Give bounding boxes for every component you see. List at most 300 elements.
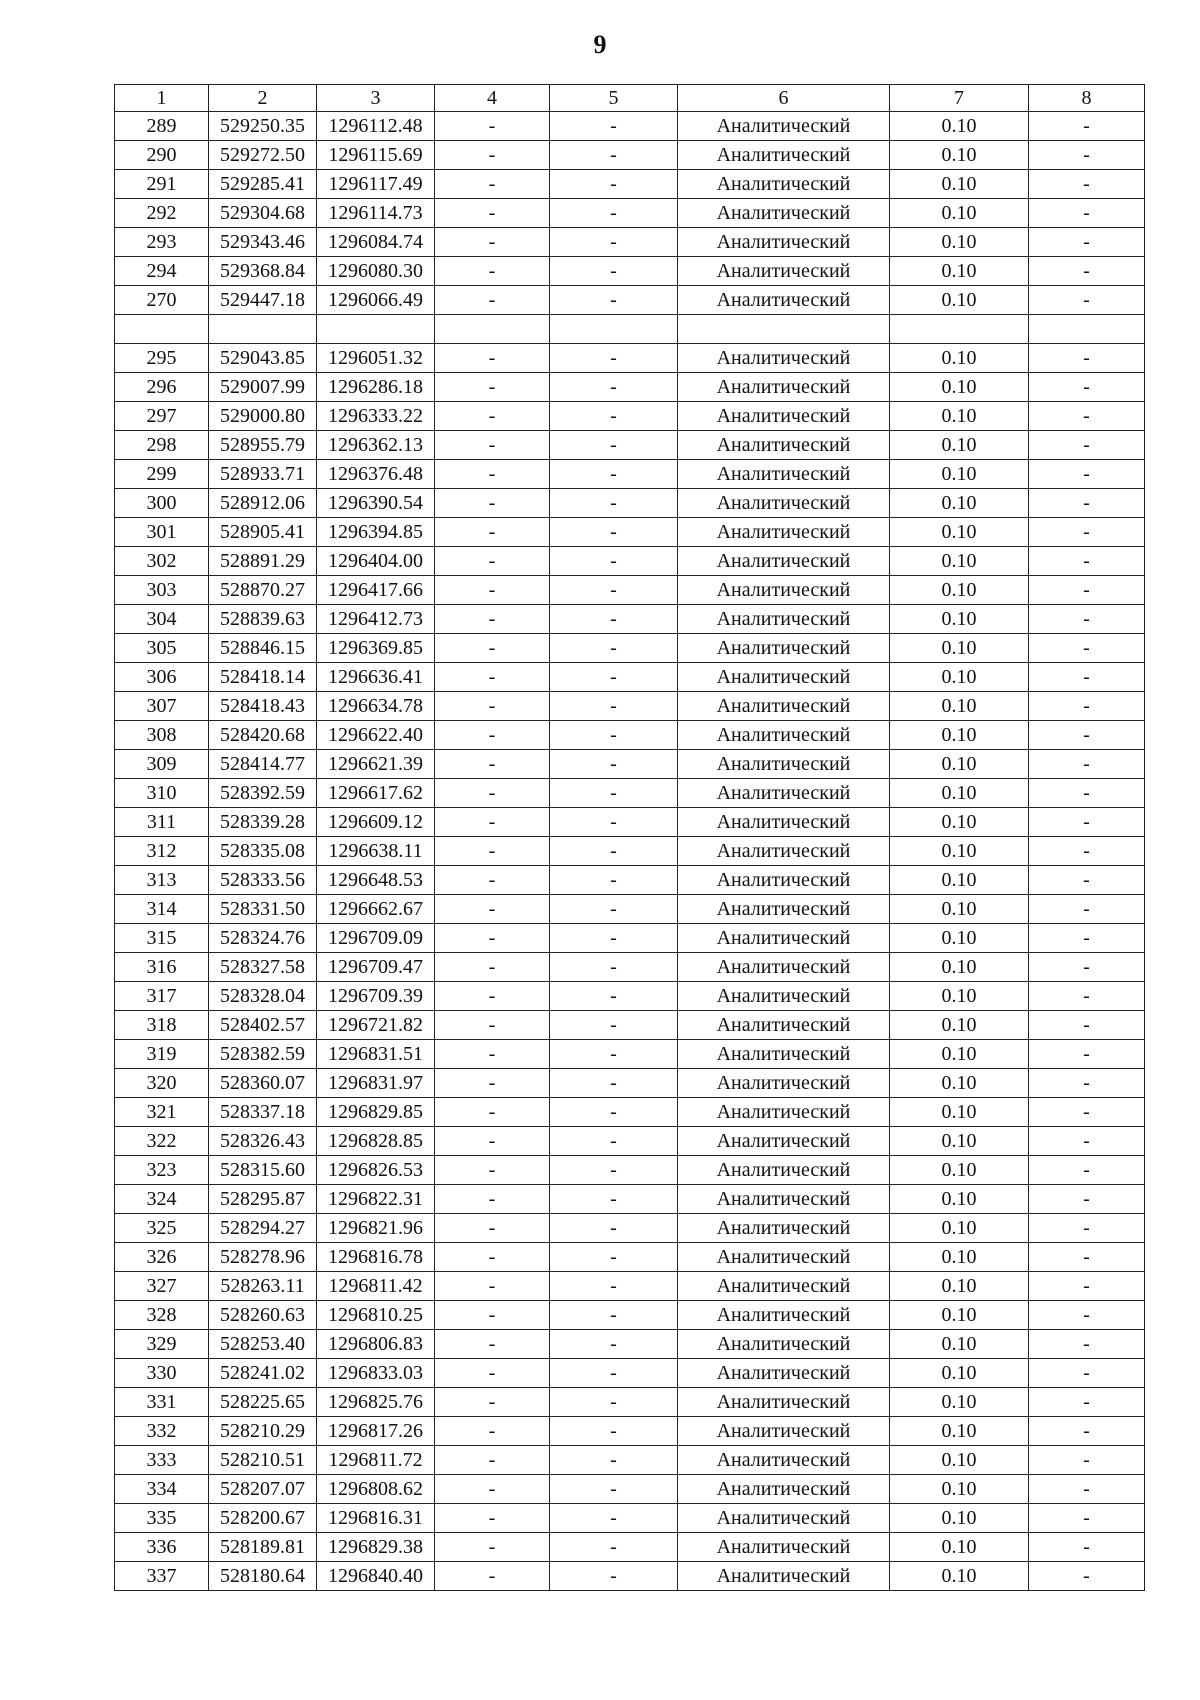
cell-col-5: - bbox=[550, 1301, 678, 1330]
cell-col-8: - bbox=[1029, 1185, 1145, 1214]
cell-method: Аналитический bbox=[678, 460, 890, 489]
cell-accuracy: 0.10 bbox=[890, 489, 1029, 518]
cell-col-5: - bbox=[550, 924, 678, 953]
cell-method: Аналитический bbox=[678, 866, 890, 895]
cell-coord-y: 1296816.78 bbox=[317, 1243, 435, 1272]
cell-method: Аналитический bbox=[678, 1185, 890, 1214]
cell-accuracy: 0.10 bbox=[890, 1011, 1029, 1040]
cell-col-5: - bbox=[550, 1243, 678, 1272]
cell-point-number: 291 bbox=[115, 170, 209, 199]
cell-col-4: - bbox=[435, 808, 550, 837]
cell-coord-y: 1296622.40 bbox=[317, 721, 435, 750]
cell-col-4 bbox=[435, 315, 550, 344]
cell-col-5: - bbox=[550, 460, 678, 489]
cell-col-8: - bbox=[1029, 460, 1145, 489]
cell-coord-y: 1296417.66 bbox=[317, 576, 435, 605]
cell-col-8: - bbox=[1029, 1156, 1145, 1185]
cell-coord-x: 528327.58 bbox=[209, 953, 317, 982]
table-row bbox=[115, 431, 1145, 460]
cell-coord-x: 529000.80 bbox=[209, 402, 317, 431]
cell-col-8: - bbox=[1029, 1504, 1145, 1533]
cell-col-8: - bbox=[1029, 518, 1145, 547]
cell-coord-x: 528260.63 bbox=[209, 1301, 317, 1330]
cell-point-number: 331 bbox=[115, 1388, 209, 1417]
cell-coord-x: 528846.15 bbox=[209, 634, 317, 663]
cell-col-4: - bbox=[435, 547, 550, 576]
table-row bbox=[115, 1446, 1145, 1475]
cell-col-8: - bbox=[1029, 228, 1145, 257]
cell-coord-y: 1296806.83 bbox=[317, 1330, 435, 1359]
cell-coord-y: 1296828.85 bbox=[317, 1127, 435, 1156]
cell-coord-y: 1296825.76 bbox=[317, 1388, 435, 1417]
cell-coord-y bbox=[317, 315, 435, 344]
cell-accuracy: 0.10 bbox=[890, 257, 1029, 286]
table-row bbox=[115, 199, 1145, 228]
cell-accuracy: 0.10 bbox=[890, 1475, 1029, 1504]
cell-coord-y: 1296621.39 bbox=[317, 750, 435, 779]
cell-accuracy: 0.10 bbox=[890, 1069, 1029, 1098]
cell-col-5: - bbox=[550, 257, 678, 286]
cell-col-4: - bbox=[435, 750, 550, 779]
cell-col-8: - bbox=[1029, 1243, 1145, 1272]
cell-point-number: 290 bbox=[115, 141, 209, 170]
table-row bbox=[115, 228, 1145, 257]
cell-coord-y: 1296617.62 bbox=[317, 779, 435, 808]
cell-coord-y: 1296808.62 bbox=[317, 1475, 435, 1504]
cell-coord-y: 1296662.67 bbox=[317, 895, 435, 924]
cell-coord-x bbox=[209, 315, 317, 344]
cell-point-number: 313 bbox=[115, 866, 209, 895]
cell-method: Аналитический bbox=[678, 547, 890, 576]
cell-point-number: 304 bbox=[115, 605, 209, 634]
cell-coord-y: 1296115.69 bbox=[317, 141, 435, 170]
cell-point-number: 289 bbox=[115, 112, 209, 141]
cell-point-number: 334 bbox=[115, 1475, 209, 1504]
cell-coord-y: 1296404.00 bbox=[317, 547, 435, 576]
cell-col-4: - bbox=[435, 924, 550, 953]
cell-method: Аналитический bbox=[678, 692, 890, 721]
cell-point-number: 293 bbox=[115, 228, 209, 257]
cell-coord-x: 528333.56 bbox=[209, 866, 317, 895]
cell-accuracy: 0.10 bbox=[890, 1301, 1029, 1330]
cell-col-4: - bbox=[435, 518, 550, 547]
table-row bbox=[115, 344, 1145, 373]
cell-coord-y: 1296816.31 bbox=[317, 1504, 435, 1533]
cell-col-8: - bbox=[1029, 953, 1145, 982]
cell-col-8: - bbox=[1029, 808, 1145, 837]
cell-col-8: - bbox=[1029, 1040, 1145, 1069]
cell-point-number: 270 bbox=[115, 286, 209, 315]
cell-col-5: - bbox=[550, 1040, 678, 1069]
cell-col-5: - bbox=[550, 1272, 678, 1301]
table-row bbox=[115, 1562, 1145, 1591]
cell-point-number: 327 bbox=[115, 1272, 209, 1301]
cell-col-5: - bbox=[550, 982, 678, 1011]
cell-col-5: - bbox=[550, 1214, 678, 1243]
table-row bbox=[115, 692, 1145, 721]
cell-method: Аналитический bbox=[678, 1214, 890, 1243]
table-row bbox=[115, 953, 1145, 982]
cell-col-5: - bbox=[550, 837, 678, 866]
cell-accuracy: 0.10 bbox=[890, 1533, 1029, 1562]
cell-accuracy: 0.10 bbox=[890, 402, 1029, 431]
cell-col-5: - bbox=[550, 1156, 678, 1185]
cell-coord-x: 528210.29 bbox=[209, 1417, 317, 1446]
cell-col-5: - bbox=[550, 1562, 678, 1591]
cell-coord-x: 528295.87 bbox=[209, 1185, 317, 1214]
cell-col-8: - bbox=[1029, 1272, 1145, 1301]
cell-coord-x: 528315.60 bbox=[209, 1156, 317, 1185]
cell-method: Аналитический bbox=[678, 170, 890, 199]
cell-method: Аналитический bbox=[678, 634, 890, 663]
table-row bbox=[115, 1272, 1145, 1301]
cell-accuracy: 0.10 bbox=[890, 112, 1029, 141]
cell-method: Аналитический bbox=[678, 837, 890, 866]
cell-col-8: - bbox=[1029, 895, 1145, 924]
table-row bbox=[115, 1533, 1145, 1562]
cell-method: Аналитический bbox=[678, 112, 890, 141]
cell-col-4: - bbox=[435, 953, 550, 982]
cell-col-5 bbox=[550, 315, 678, 344]
cell-col-8: - bbox=[1029, 1533, 1145, 1562]
coordinates-table bbox=[114, 84, 1145, 1591]
table-row bbox=[115, 1069, 1145, 1098]
cell-col-8: - bbox=[1029, 1388, 1145, 1417]
cell-col-5: - bbox=[550, 1127, 678, 1156]
cell-col-4: - bbox=[435, 982, 550, 1011]
cell-coord-y: 1296829.85 bbox=[317, 1098, 435, 1127]
cell-coord-y: 1296648.53 bbox=[317, 866, 435, 895]
cell-coord-x: 528839.63 bbox=[209, 605, 317, 634]
cell-col-4: - bbox=[435, 1098, 550, 1127]
column-header-3: 3 bbox=[317, 85, 435, 112]
cell-point-number: 309 bbox=[115, 750, 209, 779]
cell-coord-y: 1296117.49 bbox=[317, 170, 435, 199]
cell-accuracy: 0.10 bbox=[890, 547, 1029, 576]
cell-col-5: - bbox=[550, 721, 678, 750]
cell-coord-x: 528339.28 bbox=[209, 808, 317, 837]
cell-col-4: - bbox=[435, 721, 550, 750]
cell-method: Аналитический bbox=[678, 1330, 890, 1359]
cell-col-8: - bbox=[1029, 982, 1145, 1011]
cell-col-4: - bbox=[435, 199, 550, 228]
cell-col-4: - bbox=[435, 228, 550, 257]
cell-point-number: 319 bbox=[115, 1040, 209, 1069]
cell-accuracy: 0.10 bbox=[890, 286, 1029, 315]
table-row bbox=[115, 634, 1145, 663]
cell-col-4: - bbox=[435, 576, 550, 605]
cell-coord-x: 528253.40 bbox=[209, 1330, 317, 1359]
cell-coord-y: 1296638.11 bbox=[317, 837, 435, 866]
cell-col-4: - bbox=[435, 779, 550, 808]
cell-col-8: - bbox=[1029, 837, 1145, 866]
cell-coord-x: 528360.07 bbox=[209, 1069, 317, 1098]
cell-accuracy: 0.10 bbox=[890, 1272, 1029, 1301]
cell-col-5: - bbox=[550, 663, 678, 692]
cell-col-4: - bbox=[435, 1214, 550, 1243]
cell-col-8: - bbox=[1029, 1301, 1145, 1330]
cell-point-number: 337 bbox=[115, 1562, 209, 1591]
cell-col-8 bbox=[1029, 315, 1145, 344]
cell-col-5: - bbox=[550, 199, 678, 228]
table-row bbox=[115, 1156, 1145, 1185]
column-header-7: 7 bbox=[890, 85, 1029, 112]
table-row bbox=[115, 141, 1145, 170]
cell-point-number: 316 bbox=[115, 953, 209, 982]
cell-col-8: - bbox=[1029, 489, 1145, 518]
table-row bbox=[115, 895, 1145, 924]
cell-method: Аналитический bbox=[678, 605, 890, 634]
cell-coord-y: 1296811.72 bbox=[317, 1446, 435, 1475]
cell-coord-x: 529368.84 bbox=[209, 257, 317, 286]
table-row bbox=[115, 1040, 1145, 1069]
cell-col-5: - bbox=[550, 1359, 678, 1388]
cell-point-number: 308 bbox=[115, 721, 209, 750]
cell-col-4: - bbox=[435, 1243, 550, 1272]
cell-method: Аналитический bbox=[678, 953, 890, 982]
cell-method: Аналитический bbox=[678, 721, 890, 750]
cell-coord-x: 528402.57 bbox=[209, 1011, 317, 1040]
cell-col-5: - bbox=[550, 141, 678, 170]
cell-col-5: - bbox=[550, 1417, 678, 1446]
column-header-8: 8 bbox=[1029, 85, 1145, 112]
table-row bbox=[115, 750, 1145, 779]
cell-col-5: - bbox=[550, 547, 678, 576]
cell-point-number: 335 bbox=[115, 1504, 209, 1533]
cell-point-number: 326 bbox=[115, 1243, 209, 1272]
cell-point-number: 300 bbox=[115, 489, 209, 518]
cell-col-5: - bbox=[550, 1533, 678, 1562]
cell-col-4: - bbox=[435, 663, 550, 692]
cell-accuracy: 0.10 bbox=[890, 634, 1029, 663]
cell-accuracy: 0.10 bbox=[890, 518, 1029, 547]
cell-method: Аналитический bbox=[678, 1475, 890, 1504]
cell-col-5: - bbox=[550, 576, 678, 605]
cell-point-number: 312 bbox=[115, 837, 209, 866]
cell-col-8: - bbox=[1029, 1359, 1145, 1388]
cell-coord-x: 528207.07 bbox=[209, 1475, 317, 1504]
cell-accuracy: 0.10 bbox=[890, 373, 1029, 402]
cell-point-number: 296 bbox=[115, 373, 209, 402]
cell-point-number: 303 bbox=[115, 576, 209, 605]
table-row bbox=[115, 257, 1145, 286]
cell-col-4: - bbox=[435, 895, 550, 924]
cell-point-number: 297 bbox=[115, 402, 209, 431]
cell-point-number: 301 bbox=[115, 518, 209, 547]
cell-coord-y: 1296390.54 bbox=[317, 489, 435, 518]
cell-col-8: - bbox=[1029, 1562, 1145, 1591]
cell-coord-y: 1296114.73 bbox=[317, 199, 435, 228]
cell-col-4: - bbox=[435, 1156, 550, 1185]
cell-col-5: - bbox=[550, 750, 678, 779]
cell-coord-x: 528870.27 bbox=[209, 576, 317, 605]
cell-point-number: 299 bbox=[115, 460, 209, 489]
cell-col-5: - bbox=[550, 808, 678, 837]
cell-method: Аналитический bbox=[678, 1127, 890, 1156]
cell-col-8: - bbox=[1029, 1011, 1145, 1040]
cell-method: Аналитический bbox=[678, 1011, 890, 1040]
table-row bbox=[115, 170, 1145, 199]
cell-coord-y: 1296051.32 bbox=[317, 344, 435, 373]
cell-coord-y: 1296333.22 bbox=[317, 402, 435, 431]
cell-coord-x: 528210.51 bbox=[209, 1446, 317, 1475]
cell-point-number: 310 bbox=[115, 779, 209, 808]
cell-point-number: 305 bbox=[115, 634, 209, 663]
cell-method: Аналитический bbox=[678, 1069, 890, 1098]
cell-method: Аналитический bbox=[678, 344, 890, 373]
cell-coord-y: 1296821.96 bbox=[317, 1214, 435, 1243]
cell-coord-x: 528955.79 bbox=[209, 431, 317, 460]
cell-method: Аналитический bbox=[678, 779, 890, 808]
cell-accuracy: 0.10 bbox=[890, 982, 1029, 1011]
cell-accuracy: 0.10 bbox=[890, 779, 1029, 808]
cell-col-4: - bbox=[435, 141, 550, 170]
cell-accuracy: 0.10 bbox=[890, 1562, 1029, 1591]
cell-col-5: - bbox=[550, 605, 678, 634]
cell-coord-x: 528912.06 bbox=[209, 489, 317, 518]
cell-accuracy: 0.10 bbox=[890, 1330, 1029, 1359]
cell-col-4: - bbox=[435, 1475, 550, 1504]
cell-col-8: - bbox=[1029, 1098, 1145, 1127]
cell-col-5: - bbox=[550, 518, 678, 547]
cell-coord-x: 528891.29 bbox=[209, 547, 317, 576]
cell-col-5: - bbox=[550, 431, 678, 460]
cell-col-4: - bbox=[435, 460, 550, 489]
cell-col-4: - bbox=[435, 431, 550, 460]
cell-accuracy: 0.10 bbox=[890, 1388, 1029, 1417]
cell-coord-x: 528326.43 bbox=[209, 1127, 317, 1156]
cell-col-5: - bbox=[550, 779, 678, 808]
table-row bbox=[115, 1359, 1145, 1388]
cell-coord-y: 1296831.97 bbox=[317, 1069, 435, 1098]
cell-method: Аналитический bbox=[678, 228, 890, 257]
cell-col-8: - bbox=[1029, 692, 1145, 721]
cell-col-8: - bbox=[1029, 1127, 1145, 1156]
cell-point-number: 329 bbox=[115, 1330, 209, 1359]
cell-coord-x: 528905.41 bbox=[209, 518, 317, 547]
cell-col-4: - bbox=[435, 112, 550, 141]
cell-method: Аналитический bbox=[678, 431, 890, 460]
cell-col-8: - bbox=[1029, 663, 1145, 692]
table-row bbox=[115, 1127, 1145, 1156]
cell-accuracy: 0.10 bbox=[890, 141, 1029, 170]
cell-col-5: - bbox=[550, 866, 678, 895]
cell-accuracy: 0.10 bbox=[890, 170, 1029, 199]
table-row bbox=[115, 1214, 1145, 1243]
cell-col-4: - bbox=[435, 1388, 550, 1417]
table-row bbox=[115, 112, 1145, 141]
table-row bbox=[115, 576, 1145, 605]
cell-method: Аналитический bbox=[678, 286, 890, 315]
cell-col-5: - bbox=[550, 112, 678, 141]
table-row bbox=[115, 547, 1145, 576]
cell-method: Аналитический bbox=[678, 373, 890, 402]
table-row bbox=[115, 837, 1145, 866]
cell-accuracy: 0.10 bbox=[890, 1214, 1029, 1243]
cell-col-4: - bbox=[435, 1359, 550, 1388]
cell-col-8: - bbox=[1029, 1446, 1145, 1475]
cell-method: Аналитический bbox=[678, 750, 890, 779]
cell-method: Аналитический bbox=[678, 895, 890, 924]
cell-col-8: - bbox=[1029, 721, 1145, 750]
cell-col-5: - bbox=[550, 1069, 678, 1098]
cell-method: Аналитический bbox=[678, 1562, 890, 1591]
cell-col-4: - bbox=[435, 373, 550, 402]
cell-method: Аналитический bbox=[678, 141, 890, 170]
table-header-row bbox=[115, 85, 1145, 112]
cell-col-5: - bbox=[550, 1011, 678, 1040]
cell-point-number: 333 bbox=[115, 1446, 209, 1475]
table-row bbox=[115, 1388, 1145, 1417]
cell-point-number: 306 bbox=[115, 663, 209, 692]
cell-col-5: - bbox=[550, 1330, 678, 1359]
cell-col-4: - bbox=[435, 1301, 550, 1330]
table-row bbox=[115, 286, 1145, 315]
cell-accuracy: 0.10 bbox=[890, 692, 1029, 721]
cell-coord-x: 528418.14 bbox=[209, 663, 317, 692]
cell-col-4: - bbox=[435, 1504, 550, 1533]
cell-coord-x: 528420.68 bbox=[209, 721, 317, 750]
table-row bbox=[115, 808, 1145, 837]
cell-col-8: - bbox=[1029, 257, 1145, 286]
cell-coord-x: 528241.02 bbox=[209, 1359, 317, 1388]
cell-col-8: - bbox=[1029, 112, 1145, 141]
cell-col-8: - bbox=[1029, 286, 1145, 315]
cell-method: Аналитический bbox=[678, 663, 890, 692]
cell-coord-y: 1296831.51 bbox=[317, 1040, 435, 1069]
cell-col-5: - bbox=[550, 953, 678, 982]
cell-point-number: 325 bbox=[115, 1214, 209, 1243]
cell-col-4: - bbox=[435, 1417, 550, 1446]
cell-method: Аналитический bbox=[678, 518, 890, 547]
cell-point-number: 294 bbox=[115, 257, 209, 286]
cell-accuracy: 0.10 bbox=[890, 750, 1029, 779]
cell-col-4: - bbox=[435, 1533, 550, 1562]
cell-accuracy: 0.10 bbox=[890, 1504, 1029, 1533]
cell-method: Аналитический bbox=[678, 1504, 890, 1533]
cell-coord-x: 528189.81 bbox=[209, 1533, 317, 1562]
cell-method: Аналитический bbox=[678, 1243, 890, 1272]
cell-method: Аналитический bbox=[678, 1417, 890, 1446]
table-row bbox=[115, 779, 1145, 808]
table-row bbox=[115, 460, 1145, 489]
cell-coord-x: 528331.50 bbox=[209, 895, 317, 924]
cell-coord-y: 1296394.85 bbox=[317, 518, 435, 547]
cell-accuracy: 0.10 bbox=[890, 228, 1029, 257]
cell-coord-y: 1296376.48 bbox=[317, 460, 435, 489]
cell-col-8: - bbox=[1029, 750, 1145, 779]
cell-method: Аналитический bbox=[678, 1098, 890, 1127]
cell-method: Аналитический bbox=[678, 402, 890, 431]
cell-accuracy: 0.10 bbox=[890, 663, 1029, 692]
cell-col-5: - bbox=[550, 1504, 678, 1533]
cell-method: Аналитический bbox=[678, 257, 890, 286]
cell-coord-y: 1296810.25 bbox=[317, 1301, 435, 1330]
cell-col-8: - bbox=[1029, 576, 1145, 605]
cell-method: Аналитический bbox=[678, 1446, 890, 1475]
cell-coord-y: 1296412.73 bbox=[317, 605, 435, 634]
cell-coord-x: 529272.50 bbox=[209, 141, 317, 170]
cell-coord-y: 1296634.78 bbox=[317, 692, 435, 721]
cell-col-4: - bbox=[435, 489, 550, 518]
cell-point-number: 324 bbox=[115, 1185, 209, 1214]
cell-col-4: - bbox=[435, 1011, 550, 1040]
cell-point-number: 328 bbox=[115, 1301, 209, 1330]
cell-col-4: - bbox=[435, 1272, 550, 1301]
cell-col-5: - bbox=[550, 1098, 678, 1127]
cell-coord-y: 1296829.38 bbox=[317, 1533, 435, 1562]
table-row bbox=[115, 1098, 1145, 1127]
